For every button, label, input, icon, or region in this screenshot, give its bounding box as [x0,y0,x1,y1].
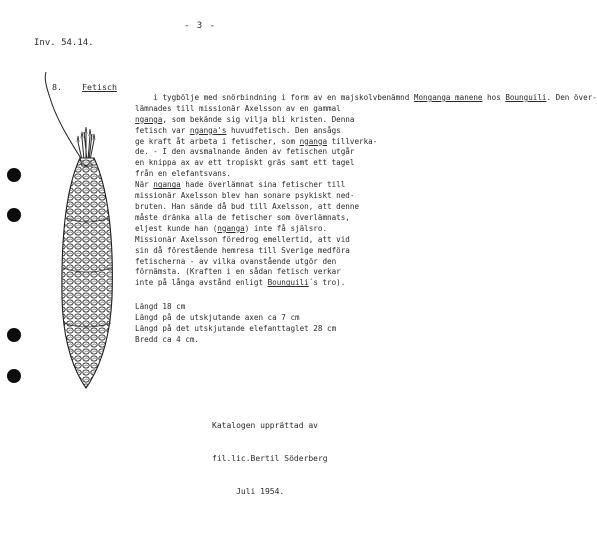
underlined-term: Bounguili [267,278,309,288]
text-run: hos [482,92,506,102]
underlined-term: nganga's [189,125,227,135]
underlined-term: Bounguili [505,92,547,102]
underlined-term: nganga [217,223,245,233]
text-run: tillverka- de. - I den avsmalnande änden av fetischen utgår en knippa ax av ett tropiskt gräs samt ett tagel från en elefantsvans. När [135,136,378,190]
entry-number: 8. [52,82,62,92]
text-run: huvudfetisch. Den ansågs ge kraft åt arbeta i fetischer, som [135,125,341,146]
text-run: . Den över- lämnades till missionär Axelsson av en gammal [135,92,597,113]
underlined-term: nganga [299,136,328,146]
signature-line: fil.lic.Bertil Söderberg [212,454,328,463]
measurement-line: Bredd ca 4 cm. [135,334,200,344]
text-run: i tygbölje med snörbindning i form av en majskolv [153,92,378,102]
text-run: ´s tro). [308,278,346,288]
underlined-term: nganga [153,180,181,190]
text-run: benämnd [377,92,414,102]
catalog-signature [212,398,328,519]
punch-hole [7,369,21,383]
measurement-list [135,302,397,346]
measurement-line: Längd på de utskjutande axen ca 7 cm [135,313,300,323]
underlined-term: nganga [135,114,163,124]
description-paragraph [135,93,597,287]
fetish-drawing [26,68,146,404]
signature-line: Juli 1954. [212,487,285,496]
entry-description [135,82,597,368]
punch-hole [7,328,21,342]
inventory-number: Inv. 54.14. [34,38,94,48]
entry-title: Fetisch [82,82,117,92]
signature-line: Katalogen upprättad av [212,421,318,430]
text-run: hade överlämnat sina fetischer till missionär Axelsson blev han sonare psykiskt ned- bruten. Han sände då bud till Axelsson, att denne måste dränka alla de fetischer som överlämnats, eljest kunde han ( [135,180,360,233]
text-run: ) inte få själsro. Missionär Axelsson föredrog emellertid, att vid sin då förestående hemresa till Sverige medföra fetischerna - av vilka ovanstående utgör den förnämsta. (Kraften i en sådan fetisch verkar inte på långa avstånd enligt [135,223,350,288]
punch-hole [7,208,21,222]
measurement-line: Längd på det utskjutande elefanttaglet 28 cm [135,323,337,333]
punch-hole [7,168,21,182]
measurement-line: Längd 18 cm [135,302,186,312]
text-run: , som bekände sig vilja bli kristen. Denna fetisch var [135,114,355,135]
underlined-term: Monganga manene [413,92,483,102]
page-number: - 3 - [183,21,217,31]
